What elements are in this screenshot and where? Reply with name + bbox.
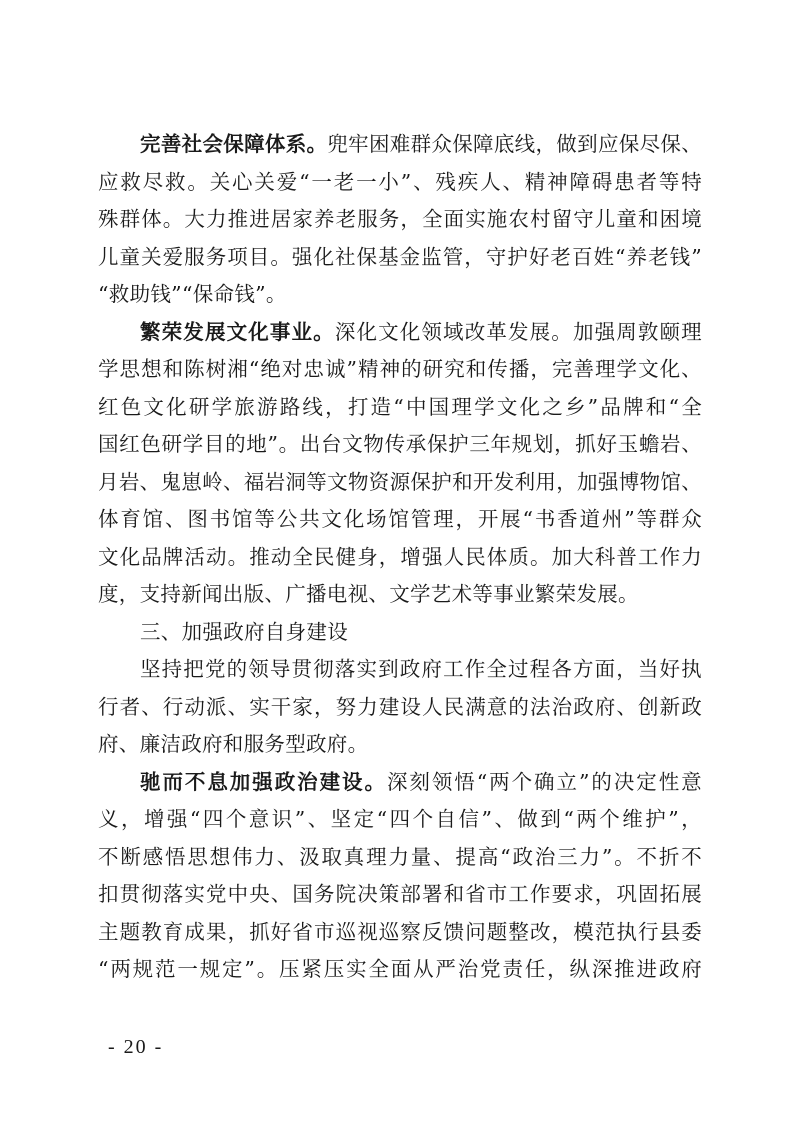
text-line: 扣贯彻落实党中央、国务院决策部署和省市工作要求，巩固拓展: [98, 882, 702, 906]
text-line: 应救尽救。关心关爱“一老一小”、残疾人、精神障碍患者等特: [98, 169, 702, 194]
text-line: 义，增强“四个意识”、坚定“四个自信”、做到“两个维护”，: [98, 807, 702, 831]
text-line: 学思想和陈树湘“绝对忠诚”精神的研究和传播，完善理学文化、: [98, 357, 702, 381]
line-text: 兜牢困难群众保障底线，做到应保尽保、: [327, 132, 702, 156]
text-line: 度，支持新闻出版、广播电视、文学艺术等事业繁荣发展。: [98, 582, 639, 606]
paragraph-social-security: [98, 126, 702, 314]
line-text: 深化文化领域改革发展。加强周敦颐理: [334, 319, 702, 344]
text-line: [98, 314, 702, 352]
paragraph-lead: 繁荣发展文化事业。: [140, 319, 335, 344]
document-body: [98, 126, 702, 989]
text-line: 红色文化研学旅游路线，打造“中国理学文化之乡”品牌和“全: [98, 394, 702, 419]
text-line: 国红色研学目的地”。出台文物传承保护三年规划，抓好玉蟾岩、: [98, 432, 702, 456]
text-line: 体育馆、图书馆等公共文化场馆管理，开展“书香道州”等群众: [98, 507, 702, 531]
text-line: 主题教育成果，抓好省市巡视巡察反馈问题整改，模范执行县委: [98, 919, 702, 944]
paragraph-political-building: [98, 764, 702, 989]
text-line: 不断感悟思想伟力、汲取真理力量、提高“政治三力”。不折不: [98, 844, 702, 869]
section-heading: 三、加强政府自身建设: [140, 619, 348, 644]
text-line: 行者、行动派、实干家，努力建设人民满意的法治政府、创新政: [98, 694, 702, 719]
paragraph-lead: 驰而不息加强政治建设。: [140, 769, 387, 794]
text-line: “救助钱”“保命钱”。: [98, 282, 287, 306]
text-line: [98, 764, 702, 802]
text-line: 儿童关爱服务项目。强化社保基金监管，守护好老百姓“养老钱”: [98, 244, 702, 269]
page-number: - 20 -: [108, 1036, 164, 1058]
paragraph-government-intro: [98, 651, 702, 764]
text-line: 文化品牌活动。推动全民健身，增强人民体质。加大科普工作力: [98, 544, 702, 569]
text-line: “两规范一规定”。压紧压实全面从严治党责任，纵深推进政府: [98, 957, 702, 981]
text-line: 殊群体。大力推进居家养老服务，全面实施农村留守儿童和困境: [98, 207, 702, 231]
paragraph-culture: [98, 314, 702, 614]
line-text: 深刻领悟“两个确立”的决定性意: [386, 769, 702, 794]
text-line: 月岩、鬼崽岭、福岩洞等文物资源保护和开发利用，加强博物馆、: [98, 469, 702, 494]
text-line: 坚持把党的领导贯彻落实到政府工作全过程各方面，当好执: [140, 657, 702, 681]
text-line: [98, 126, 702, 164]
paragraph-lead: 完善社会保障体系。: [140, 132, 328, 156]
text-line: 府、廉洁政府和服务型政府。: [98, 732, 369, 756]
